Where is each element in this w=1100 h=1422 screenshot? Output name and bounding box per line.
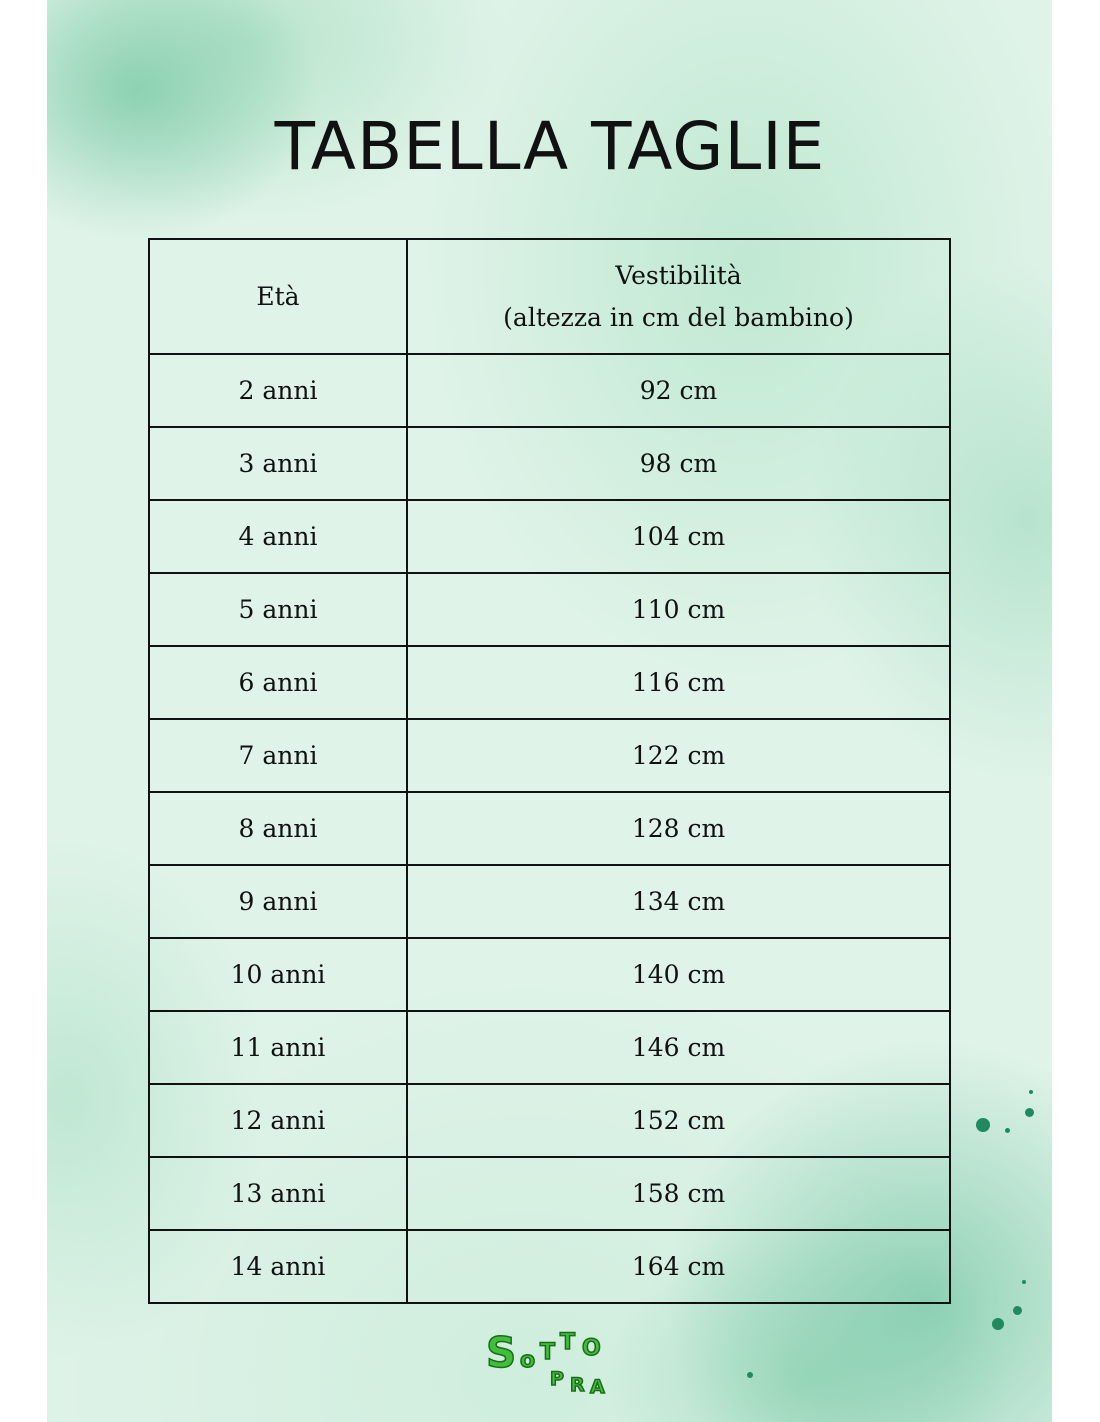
ink-splatter	[1025, 1108, 1034, 1117]
ink-splatter	[976, 1118, 990, 1132]
age-cell: 5 anni	[149, 573, 407, 646]
table-row	[149, 792, 950, 865]
ink-splatter	[1005, 1128, 1010, 1133]
height-cell: 140 cm	[407, 938, 950, 1011]
table-header-row	[149, 239, 950, 354]
height-cell: 164 cm	[407, 1230, 950, 1303]
sottopra-logo	[486, 1326, 616, 1402]
age-cell: 12 anni	[149, 1084, 407, 1157]
height-cell: 110 cm	[407, 573, 950, 646]
height-cell: 116 cm	[407, 646, 950, 719]
ink-splatter	[1029, 1090, 1033, 1094]
height-cell: 134 cm	[407, 865, 950, 938]
size-table	[148, 238, 951, 1304]
table-row	[149, 1084, 950, 1157]
height-cell: 122 cm	[407, 719, 950, 792]
height-cell: 98 cm	[407, 427, 950, 500]
page-title: TABELLA TAGLIE	[274, 108, 826, 185]
ink-splatter	[747, 1372, 753, 1378]
ink-splatter	[1013, 1306, 1022, 1315]
height-cell: 92 cm	[407, 354, 950, 427]
age-cell: 14 anni	[149, 1230, 407, 1303]
age-cell: 11 anni	[149, 1011, 407, 1084]
table-row	[149, 1011, 950, 1084]
table-row	[149, 1157, 950, 1230]
table-row	[149, 500, 950, 573]
logo-letter: T	[540, 1340, 556, 1365]
logo-letter: P	[550, 1368, 564, 1390]
ink-splatter	[1022, 1280, 1026, 1284]
table-row	[149, 354, 950, 427]
header-fit-title: Vestibilità	[615, 260, 742, 290]
table-row	[149, 646, 950, 719]
height-cell: 152 cm	[407, 1084, 950, 1157]
table-row	[149, 1230, 950, 1303]
logo-letter: R	[570, 1374, 585, 1396]
age-cell: 8 anni	[149, 792, 407, 865]
table-row	[149, 719, 950, 792]
age-cell: 9 anni	[149, 865, 407, 938]
height-cell: 104 cm	[407, 500, 950, 573]
logo-letter: o	[520, 1348, 536, 1373]
logo-letter: S	[486, 1328, 517, 1377]
logo-letter: T	[560, 1330, 576, 1355]
table-row	[149, 427, 950, 500]
logo-letter: O	[582, 1336, 601, 1361]
table-row	[149, 938, 950, 1011]
table-row	[149, 865, 950, 938]
table-row	[149, 573, 950, 646]
age-cell: 4 anni	[149, 500, 407, 573]
age-cell: 7 anni	[149, 719, 407, 792]
age-cell: 13 anni	[149, 1157, 407, 1230]
height-cell: 128 cm	[407, 792, 950, 865]
header-fit-subtitle: (altezza in cm del bambino)	[503, 302, 854, 332]
logo-letter: A	[590, 1376, 605, 1398]
header-age: Età	[149, 239, 407, 354]
age-cell: 6 anni	[149, 646, 407, 719]
age-cell: 10 anni	[149, 938, 407, 1011]
age-cell: 3 anni	[149, 427, 407, 500]
header-fit	[407, 239, 950, 354]
ink-splatter	[992, 1318, 1004, 1330]
age-cell: 2 anni	[149, 354, 407, 427]
height-cell: 146 cm	[407, 1011, 950, 1084]
height-cell: 158 cm	[407, 1157, 950, 1230]
